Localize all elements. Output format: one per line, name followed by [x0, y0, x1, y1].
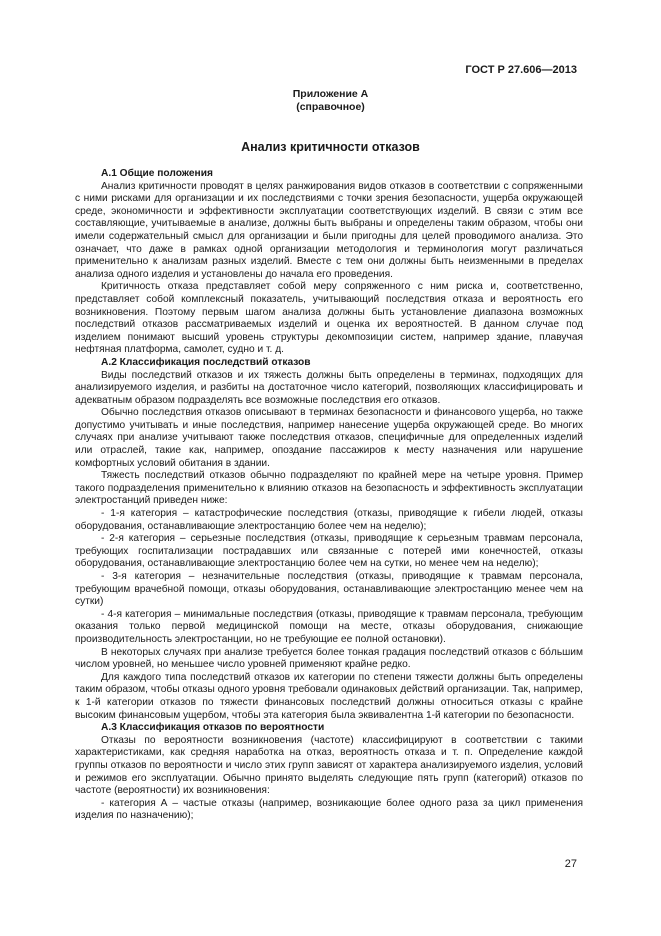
paragraph: Виды последствий отказов и их тяжесть должны быть определены в терминах, подходящих для анализируемого изделия, и разбиты на достаточное число категорий, позволяющих классифицировать и адекватным образом подразделять все возможные последствия его отказов.: [75, 369, 583, 406]
standard-designation: ГОСТ Р 27.606—2013: [465, 64, 577, 76]
page-number: 27: [564, 858, 577, 870]
section-heading: А.1 Общие положения: [101, 168, 213, 179]
section-heading: А.3 Классификация отказов по вероятности: [101, 722, 325, 734]
paragraph: Критичность отказа представляет собой меру сопряженного с ним риска и, соответственно, представляет собой комплексный показатель, учитывающий последствия отказа и вероятность его возникновения. Поэтому первым шагом анализа должны быть установление диапазона возможных последствий отказов рассматриваемых изделий и оценка их вероятностей. В данном случае под изделием понимают высший уровень структуры декомпозиции систем, например здание, плавучая нефтяная платформа, самолет, судно и т. д.: [75, 281, 583, 356]
list-item: - 3-я категория – незначительные последствия (отказы, приводящие к травмам персонала, требующим врачебной помощи, отказы оборудования, останавливающие электростанцию менее чем на сутки): [75, 571, 583, 608]
document-body: [75, 168, 583, 823]
list-item: - категория А – частые отказы (например, возникающие более одного раза за цикл применения изделия по назначению);: [75, 797, 583, 822]
section-heading: А.2 Классификация последствий отказов: [101, 356, 311, 368]
annex-heading: [0, 88, 661, 114]
annex-subtitle: (справочное): [296, 101, 365, 113]
paragraph: Тяжесть последствий отказов обычно подразделяют по крайней мере на четыре уровня. Пример такого подразделения применительно к влиянию отказов на безопасность и эффективность эксплуатации электростанций приведен ниже:: [75, 470, 583, 507]
paragraph: Обычно последствия отказов описывают в терминах безопасности и финансового ущерба, но также допустимо учитывать и иные последствия, например нанесение ущерба окружающей среде. Во многих случаях при анализе учитывают также последствия отказов, специфичные для определенных изделий или отраслей, такие как, например, опоздание пассажиров к месту назначения или нарушение комфортных условий обитания в здании.: [75, 407, 583, 469]
list-item: - 2-я категория – серьезные последствия (отказы, приводящие к серьезным травмам персонала, требующих госпитализации пострадавших или связанные с потерей ими конечностей, отказы оборудования, останавливающие электростанцию более чем на сутки, но менее чем на неделю);: [75, 533, 583, 570]
paragraph: Анализ критичности проводят в целях ранжирования видов отказов в соответствии с сопряженными с ними рисками для организации и их последствиями с точки зрения безопасности, ущерба окружающей среде, экономичности и эффективности эксплуатации соответствующих изделий. В связи с этим все составляющие, учитываемые в анализе, должны быть выбраны и определены таким образом, чтобы они имели содержательный смысл для организации и были пригодны для целей проводимого анализа. Это означает, что даже в рамках одной организации методология и терминология могут различаться применительно к анализам разных изделий. Вместе с тем они должны быть неизменными в пределах анализа одного изделия и установлены до начала его проведения.: [75, 180, 583, 280]
annex-title: Приложение А: [292, 88, 369, 100]
document-title: Анализ критичности отказов: [241, 140, 420, 154]
list-item: - 1-я категория – катастрофические последствия (отказы, приводящие к гибели людей, отказы оборудования, останавливающие электростанцию более чем на неделю);: [75, 508, 583, 532]
paragraph: Для каждого типа последствий отказов их категории по степени тяжести должны быть определены таким образом, чтобы отказы одного уровня требовали одинаковых действий организации. Так, например, к 1-й категории отказов по тяжести финансовых последствий должны относиться отказы с крайне высоким финансовым ущербом, чтобы эта категория была эквивалентна 1-й категории по безопасности.: [75, 671, 583, 721]
list-item: - 4-я категория – минимальные последствия (отказы, приводящие к травмам персонала, требующим оказания только первой медицинской помощи на месте, отказы оборудования, снижающие производительность электростанции, но не требующие ее полной остановки).: [75, 608, 583, 645]
paragraph: В некоторых случаях при анализе требуется более тонкая градация последствий отказов с бо́льшим числом уровней, но меньшее число уровней применяют крайне редко.: [75, 646, 583, 671]
paragraph: Отказы по вероятности возникновения (частоте) классифицируют в соответствии с такими характеристиками, как средняя наработка на отказ, вероятность отказа и т. п. Определение каждой группы отказов по вероятности и число этих групп зависят от характера анализируемого изделия, условий и режимов его эксплуатации. Обычно принято выделять следующие пять групп (категорий) отказов по частоте (вероятности) их возникновения:: [75, 734, 583, 797]
